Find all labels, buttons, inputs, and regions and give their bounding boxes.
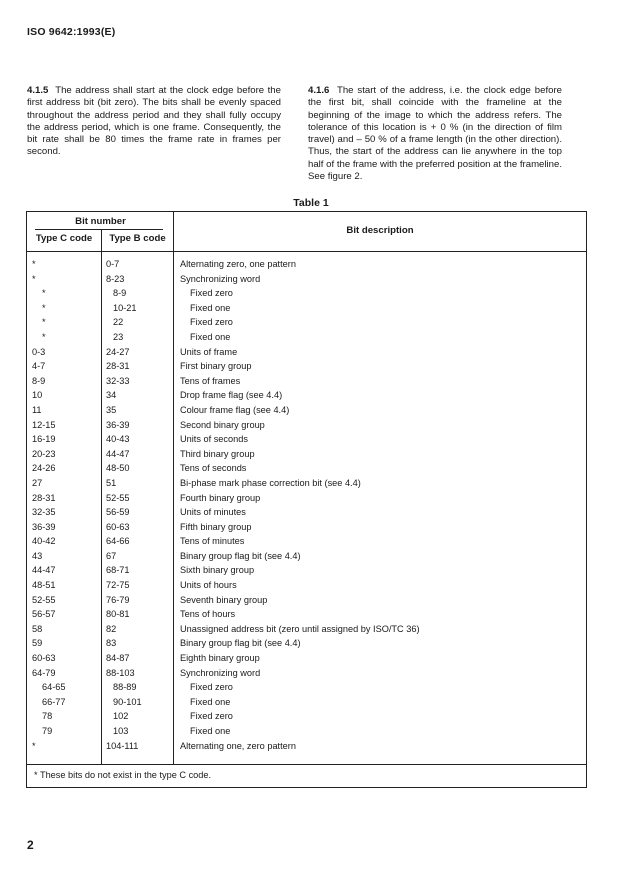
table-row	[27, 534, 586, 549]
description-cell: Fifth binary group	[180, 521, 252, 532]
description-cell: First binary group	[180, 361, 252, 372]
type-c-cell: 11	[32, 404, 42, 415]
paragraph-number: 4.1.6	[308, 85, 330, 96]
type-c-cell: 48-51	[32, 580, 56, 591]
table-header	[27, 212, 586, 252]
type-b-cell: 83	[106, 638, 117, 649]
type-b-cell: 32-33	[106, 375, 130, 386]
description-cell: Fixed one	[190, 331, 231, 342]
description-cell: Fixed one	[190, 726, 231, 736]
type-b-cell: 22	[113, 317, 124, 328]
table-row	[27, 476, 586, 491]
type-c-cell: 40-42	[32, 536, 56, 547]
header-type-b: Type B code	[109, 233, 166, 244]
table-row	[27, 607, 586, 622]
page-number: 2	[27, 838, 34, 852]
description-cell: Seventh binary group	[180, 594, 268, 605]
type-b-cell: 82	[106, 623, 117, 634]
type-c-cell: 24-26	[32, 463, 56, 474]
type-b-cell: 24-27	[106, 346, 130, 357]
table-row	[27, 724, 586, 739]
type-c-cell: 66-77	[42, 696, 66, 707]
description-cell: Unassigned address bit (zero until assigned by ISO/TC 36)	[180, 623, 420, 634]
description-cell: Drop frame flag (see 4.4)	[180, 390, 283, 401]
type-b-cell: 36-39	[106, 419, 130, 430]
description-cell: Tens of minutes	[180, 536, 245, 547]
type-b-cell: 44-47	[106, 448, 130, 459]
type-c-cell: 28-31	[32, 492, 56, 503]
paragraph-text: The address shall start at the clock edge before the first address bit (bit zero). The bits shall be evenly spaced throughout the address period and they shall fully occupy the address period, which is one frame. Consequently, the bit rate shall be 80 times the frame rate in frames per second.	[27, 85, 281, 158]
type-c-cell: 16-19	[32, 434, 56, 445]
table-row	[27, 563, 586, 578]
type-c-cell: 59	[32, 638, 43, 649]
document-header: ISO 9642:1993(E)	[27, 26, 116, 38]
type-c-cell: 60-63	[32, 653, 56, 664]
table-row	[27, 739, 586, 754]
type-c-cell: 8-9	[32, 375, 46, 386]
type-b-cell: 72-75	[106, 580, 130, 591]
type-b-cell: 56-59	[106, 507, 130, 518]
type-b-cell: 8-23	[106, 273, 125, 284]
table-row	[27, 345, 586, 360]
type-c-cell: 27	[32, 477, 43, 488]
type-c-cell: 4-7	[32, 361, 46, 372]
table-row	[27, 622, 586, 637]
table-row	[27, 578, 586, 593]
type-b-cell: 8-9	[113, 288, 127, 299]
type-c-cell: *	[42, 317, 46, 328]
type-c-cell: 43	[32, 550, 43, 561]
description-cell: Fixed one	[190, 696, 231, 707]
type-c-cell: *	[42, 288, 46, 299]
table-row	[27, 301, 586, 316]
description-cell: Fixed zero	[190, 711, 233, 722]
type-b-cell: 51	[106, 477, 117, 488]
table-row	[27, 520, 586, 535]
table-row	[27, 257, 586, 272]
description-cell: Units of frame	[180, 346, 238, 357]
table-row	[27, 418, 586, 433]
table-row	[27, 505, 586, 520]
description-cell: Units of seconds	[180, 434, 248, 445]
paragraph-number: 4.1.5	[27, 85, 49, 96]
type-b-cell: 76-79	[106, 594, 130, 605]
description-cell: Alternating zero, one pattern	[180, 259, 296, 269]
description-cell: Units of hours	[180, 580, 237, 591]
type-c-cell: 56-57	[32, 609, 56, 620]
type-b-cell: 64-66	[106, 536, 130, 547]
table-row	[27, 286, 586, 301]
type-c-cell: 79	[42, 726, 53, 736]
type-b-cell: 10-21	[113, 302, 137, 313]
description-cell: Fixed zero	[190, 317, 233, 328]
paragraph-text: The start of the address, i.e. the clock edge before the first bit, shall coincide with the frameline at the beginning of the image to which the address refers. The tolerance of this location is + 0 % (in the direction of film travel) and – 50 % of a frame length (in the other direction). Thus, the start of the address can lie anywhere in the top half of the frame with the preferred position at the frameline. See figure 2.	[308, 85, 562, 183]
table-row	[27, 330, 586, 345]
type-c-cell: *	[32, 273, 36, 284]
type-b-cell: 103	[113, 726, 129, 736]
type-b-cell: 90-101	[113, 696, 142, 707]
table-row	[27, 447, 586, 462]
header-bit-number: Bit number	[75, 216, 126, 227]
description-cell: Fourth binary group	[180, 492, 261, 503]
type-c-cell: *	[32, 740, 36, 751]
description-cell: Colour frame flag (see 4.4)	[180, 404, 290, 415]
description-cell: Eighth binary group	[180, 653, 260, 664]
type-b-cell: 67	[106, 550, 117, 561]
type-b-cell: 40-43	[106, 434, 130, 445]
table-row	[27, 359, 586, 374]
type-b-cell: 23	[113, 331, 124, 342]
type-b-cell: 68-71	[106, 565, 130, 576]
type-c-cell: 64-79	[32, 667, 56, 678]
type-c-cell: 12-15	[32, 419, 56, 430]
header-description: Bit description	[346, 225, 414, 236]
type-c-cell: 32-35	[32, 507, 56, 518]
header-underline	[35, 229, 163, 230]
table-row	[27, 461, 586, 476]
type-c-cell: 44-47	[32, 565, 56, 576]
description-cell: Fixed zero	[190, 682, 233, 693]
type-c-cell: 0-3	[32, 346, 46, 357]
type-b-cell: 60-63	[106, 521, 130, 532]
table-row	[27, 709, 586, 724]
type-b-cell: 0-7	[106, 259, 120, 269]
table-row	[27, 651, 586, 666]
table-row	[27, 491, 586, 506]
type-b-cell: 35	[106, 404, 117, 415]
description-cell: Tens of seconds	[180, 463, 247, 474]
type-b-cell: 34	[106, 390, 117, 401]
table-row	[27, 549, 586, 564]
table-row	[27, 593, 586, 608]
table-row	[27, 636, 586, 651]
type-b-cell: 84-87	[106, 653, 130, 664]
table-row	[27, 432, 586, 447]
description-cell: Synchronizing word	[180, 667, 261, 678]
description-cell: Fixed zero	[190, 288, 233, 299]
description-cell: Synchronizing word	[180, 273, 261, 284]
type-c-cell: 52-55	[32, 594, 56, 605]
description-cell: Binary group flag bit (see 4.4)	[180, 550, 301, 561]
description-cell: Fixed one	[190, 302, 231, 313]
bit-table	[26, 211, 587, 788]
table-row	[27, 666, 586, 681]
type-b-cell: 88-89	[113, 682, 137, 693]
paragraph-4-1-6	[308, 85, 562, 183]
type-b-cell: 48-50	[106, 463, 130, 474]
description-cell: Tens of hours	[180, 609, 236, 620]
table-row	[27, 315, 586, 330]
table-title: Table 1	[293, 197, 329, 209]
type-b-cell: 28-31	[106, 361, 130, 372]
table-row	[27, 272, 586, 287]
type-c-cell: *	[42, 331, 46, 342]
type-c-cell: 78	[42, 711, 53, 722]
type-c-cell: *	[42, 302, 46, 313]
table-row	[27, 374, 586, 389]
type-b-cell: 102	[113, 711, 129, 722]
paragraph-4-1-5	[27, 85, 281, 159]
type-c-cell: 20-23	[32, 448, 56, 459]
description-cell: Binary group flag bit (see 4.4)	[180, 638, 301, 649]
type-b-cell: 104-111	[106, 740, 139, 751]
description-cell: Second binary group	[180, 419, 265, 430]
type-c-cell: 58	[32, 623, 43, 634]
table-row	[27, 695, 586, 710]
description-cell: Units of minutes	[180, 507, 246, 518]
type-c-cell: 64-65	[42, 682, 66, 693]
type-c-cell: 36-39	[32, 521, 56, 532]
description-cell: Alternating one, zero pattern	[180, 740, 296, 751]
type-c-cell: *	[32, 259, 36, 269]
table-footnote: * These bits do not exist in the type C code.	[27, 764, 586, 787]
table-body	[27, 257, 586, 753]
table-row	[27, 403, 586, 418]
table-row	[27, 388, 586, 403]
description-cell: Sixth binary group	[180, 565, 255, 576]
table-row	[27, 680, 586, 695]
description-cell: Bi-phase mark phase correction bit (see 4.4)	[180, 477, 361, 488]
type-b-cell: 52-55	[106, 492, 130, 503]
header-type-c: Type C code	[35, 233, 93, 244]
type-b-cell: 80-81	[106, 609, 130, 620]
description-cell: Third binary group	[180, 448, 255, 459]
description-cell: Tens of frames	[180, 375, 241, 386]
type-c-cell: 10	[32, 390, 43, 401]
type-b-cell: 88-103	[106, 667, 135, 678]
